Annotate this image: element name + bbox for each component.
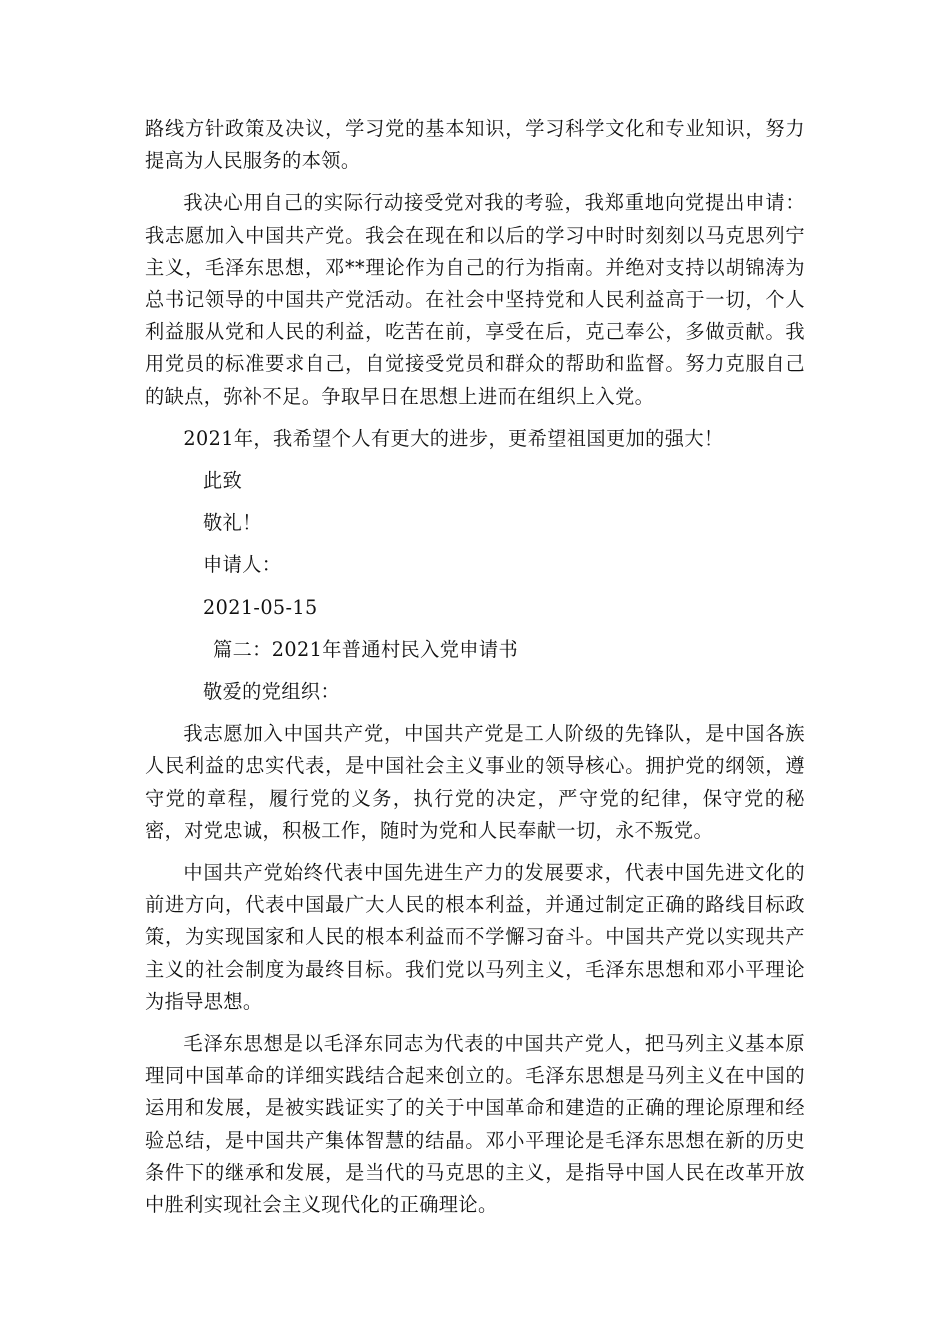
application-date: 2021-05-15 (203, 595, 318, 619)
closing-greeting: 此致 (203, 469, 243, 493)
section-title: 篇二：2021年普通村民入党申请书 (213, 637, 519, 661)
paragraph-theory: 毛泽东思想是以毛泽东同志为代表的中国共产党人，把马列主义基本原理同中国革命的详细实践结合起来创立的。毛泽东思想是马列主义在中国的运用和发展，是被实践证实了的关于中国革命和建造的正确的理论原理和经验总结，是中国共产集体智慧的结晶。邓小平理论是毛泽东思想在新的历史条件下的继承和发展，是当代的马克思的主义，是指导中国人民在改革开放中胜利实现社会主义现代化的正确理论。 (145, 1032, 805, 1217)
paragraph-application: 我决心用自己的实际行动接受党对我的考验，我郑重地向党提出申请：我志愿加入中国共产党。我会在现在和以后的学习中时时刻刻以马克思列宁主义，毛泽东思想，邓**理论作为自己的行为指南。并绝对支持以胡锦涛为总书记领导的中国共产党活动。在社会中坚持党和人民利益高于一切，个人利益服从党和人民的利益，吃苦在前，享受在后，克己奉公，多做贡献。我用党员的标准要求自己，自觉接受党员和群众的帮助和监督。努力克服自己的缺点，弥补不足。争取早日在思想上进而在组织上入党。 (145, 191, 805, 408)
document-page (145, 113, 805, 1231)
paragraph-continued: 路线方针政策及决议，学习党的基本知识，学习科学文化和专业知识，努力提高为人民服务的本领。 (145, 117, 805, 173)
closing-salute: 敬礼！ (203, 511, 262, 535)
paragraph-wish: 2021年，我希望个人有更大的进步，更希望祖国更加的强大！ (183, 426, 724, 450)
salutation: 敬爱的党组织： (203, 680, 341, 704)
applicant-label: 申请人： (203, 553, 282, 577)
paragraph-pledge: 我志愿加入中国共产党，中国共产党是工人阶级的先锋队，是中国各族人民利益的忠实代表，是中国社会主义事业的领导核心。拥护党的纲领，遵守党的章程，履行党的义务，执行党的决定，严守党的纪律，保守党的秘密，对党忠诚，积极工作，随时为党和人民奉献一切，永不叛党。 (145, 722, 805, 842)
paragraph-party-role: 中国共产党始终代表中国先进生产力的发展要求，代表中国先进文化的前进方向，代表中国最广大人民的根本利益，并通过制定正确的路线目标政策，为实现国家和人民的根本利益而不学懈习奋斗。中国共产党以实现共产主义的社会制度为最终目标。我们党以马列主义，毛泽东思想和邓小平理论为指导思想。 (145, 861, 805, 1013)
